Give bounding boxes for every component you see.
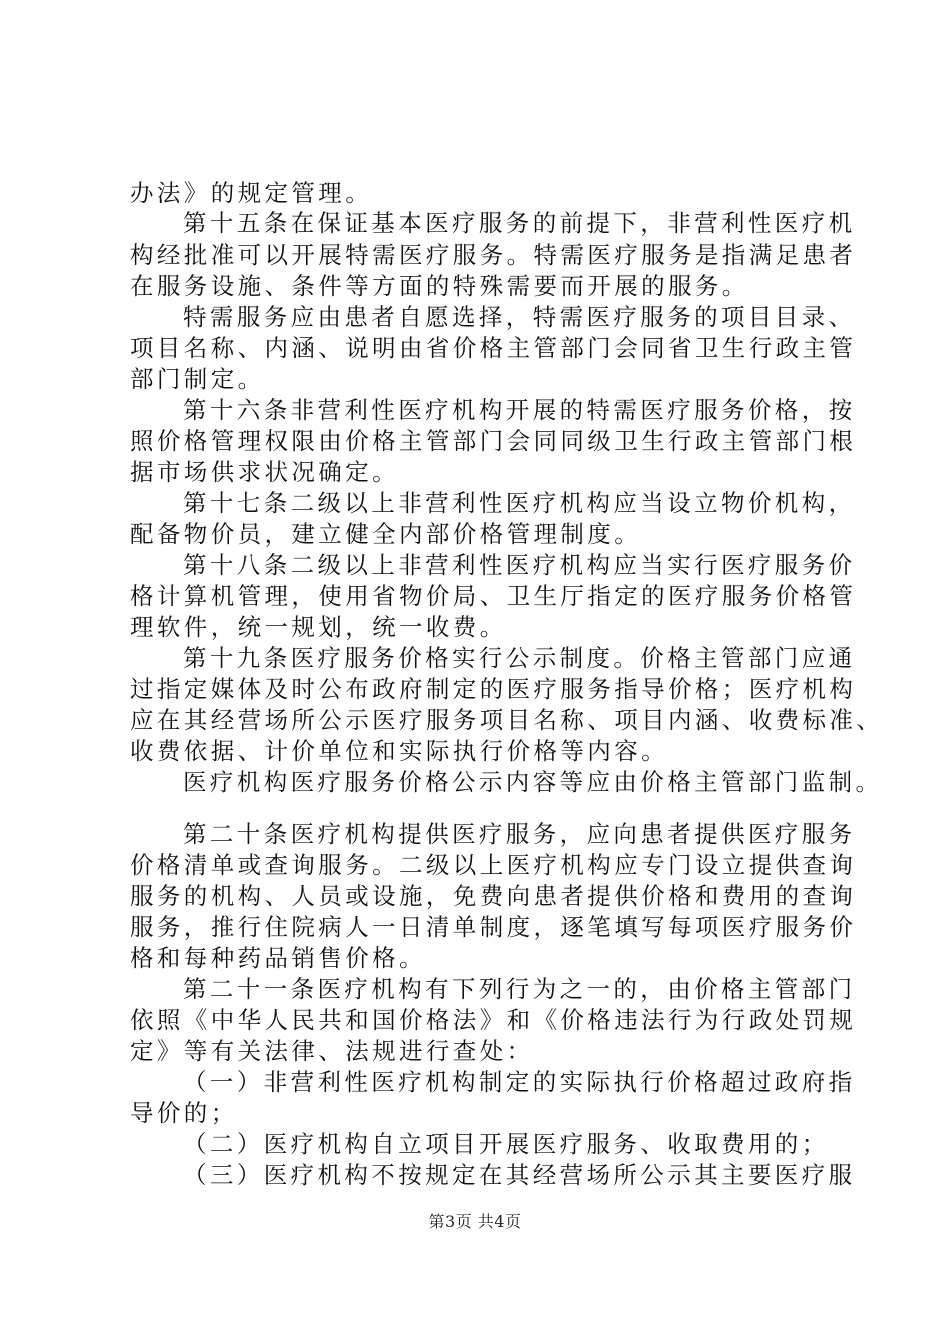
text-line: 第十六条非营利性医疗机构开展的特需医疗服务价格，按 xyxy=(183,396,856,424)
text-line: 项目名称、内涵、说明由省价格主管部门会同省卫生行政主管 xyxy=(130,334,857,362)
text-line: 特需服务应由患者自愿选择，特需医疗服务的项目目录、 xyxy=(183,303,856,331)
text-line: （二）医疗机构自立项目开展医疗服务、收取费用的； xyxy=(183,1130,829,1158)
text-line: 医疗机构医疗服务价格公示内容等应由价格主管部门监制。 xyxy=(183,768,883,796)
text-line: （一）非营利性医疗机构制定的实际执行价格超过政府指 xyxy=(183,1068,856,1096)
text-line: 部门制定。 xyxy=(130,365,265,393)
text-line: 第十五条在保证基本医疗服务的前提下，非营利性医疗机 xyxy=(183,209,856,237)
text-line: 依照《中华人民共和国价格法》和《价格违法行为行政处罚规 xyxy=(130,1006,857,1034)
text-line: 据市场供求状况确定。 xyxy=(130,458,399,486)
text-line: 办法》的规定管理。 xyxy=(130,179,373,207)
text-line: 第十七条二级以上非营利性医疗机构应当设立物价机构， xyxy=(183,489,856,517)
page-number-footer: 第3页 共4页 xyxy=(428,1212,522,1231)
text-line: 服务的机构、人员或设施，免费向患者提供价格和费用的查询 xyxy=(130,882,857,910)
text-line: 理软件，统一规划，统一收费。 xyxy=(130,613,507,641)
text-line: 第二十一条医疗机构有下列行为之一的，由价格主管部门 xyxy=(183,975,856,1003)
text-line: 构经批准可以开展特需医疗服务。特需医疗服务是指满足患者 xyxy=(130,241,857,269)
text-line: 第十八条二级以上非营利性医疗机构应当实行医疗服务价 xyxy=(183,551,856,579)
text-line: 照价格管理权限由价格主管部门会同同级卫生行政主管部门根 xyxy=(130,427,857,455)
text-line: 收费依据、计价单位和实际执行价格等内容。 xyxy=(130,737,668,765)
text-line: 服务，推行住院病人一日清单制度，逐笔填写每项医疗服务价 xyxy=(130,913,857,941)
text-line: 应在其经营场所公示医疗服务项目名称、项目内涵、收费标准、 xyxy=(130,706,884,734)
text-line: 过指定媒体及时公布政府制定的医疗服务指导价格；医疗机构 xyxy=(130,675,857,703)
text-line: 在服务设施、条件等方面的特殊需要而开展的服务。 xyxy=(130,272,749,300)
text-line: 定》等有关法律、法规进行查处： xyxy=(130,1037,534,1065)
text-line: 配备物价员，建立健全内部价格管理制度。 xyxy=(130,520,642,548)
text-line: 第二十条医疗机构提供医疗服务，应向患者提供医疗服务 xyxy=(183,820,856,848)
text-line: （三）医疗机构不按规定在其经营场所公示其主要医疗服 xyxy=(183,1161,856,1189)
text-line: 导价的； xyxy=(130,1099,238,1127)
text-line: 格和每种药品销售价格。 xyxy=(130,944,426,972)
text-line: 价格清单或查询服务。二级以上医疗机构应专门设立提供查询 xyxy=(130,851,857,879)
text-line: 格计算机管理，使用省物价局、卫生厅指定的医疗服务价格管 xyxy=(130,582,857,610)
text-line: 第十九条医疗服务价格实行公示制度。价格主管部门应通 xyxy=(183,644,856,672)
